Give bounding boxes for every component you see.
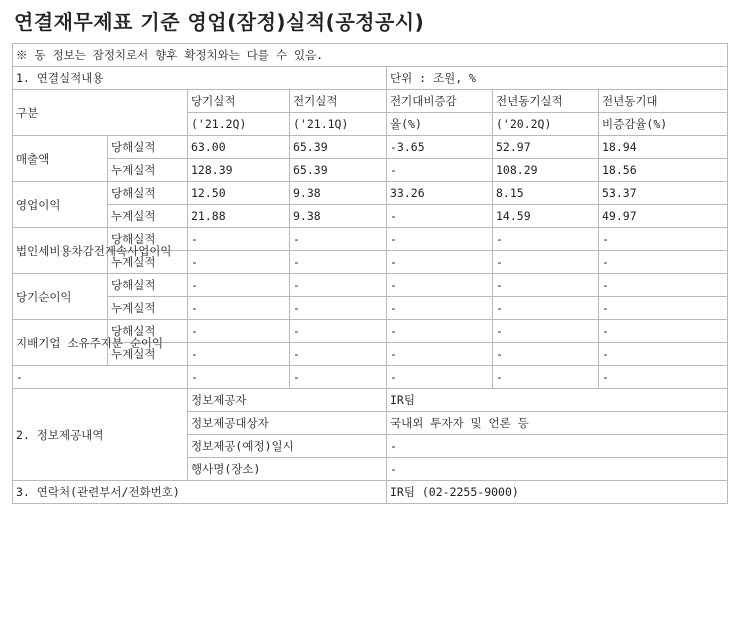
cell-current: 21.88 <box>188 205 290 228</box>
cell-yoy-base: - <box>493 274 599 297</box>
cell-yoy-base: - <box>493 320 599 343</box>
cell-previous: - <box>290 251 387 274</box>
cell-yoy: - <box>599 320 728 343</box>
cell-current: - <box>188 320 290 343</box>
header-yoy-base-period: ('20.2Q) <box>493 113 599 136</box>
section1-row <box>13 67 728 90</box>
header-row-1 <box>13 90 728 113</box>
section2-label: 2. 정보제공내역 <box>13 389 188 481</box>
disclosure-table <box>12 43 728 504</box>
cell-previous: 65.39 <box>290 159 387 182</box>
empty-row <box>13 366 728 389</box>
cell-current: 12.50 <box>188 182 290 205</box>
cell-yoy: 53.37 <box>599 182 728 205</box>
cell-yoy-base: - <box>493 228 599 251</box>
cell-current: - <box>188 228 290 251</box>
section3-label: 3. 연락처(관련부서/전화번호) <box>13 481 387 504</box>
sub-label-cumulative: 누계실적 <box>108 251 188 274</box>
header-previous-period: ('21.1Q) <box>290 113 387 136</box>
cell-qoq: - <box>387 343 493 366</box>
cell-current: - <box>188 297 290 320</box>
cell-yoy: 49.97 <box>599 205 728 228</box>
header-qoq-line1: 전기대비증감 <box>387 90 493 113</box>
sub-label-cumulative: 누계실적 <box>108 343 188 366</box>
cell-previous: 9.38 <box>290 182 387 205</box>
empty-cell: - <box>13 366 188 389</box>
cell-yoy: - <box>599 274 728 297</box>
cell-yoy: - <box>599 297 728 320</box>
header-category: 구분 <box>13 90 188 136</box>
table-row <box>13 136 728 159</box>
header-qoq-line2: 율(%) <box>387 113 493 136</box>
cell-yoy-base: - <box>493 297 599 320</box>
header-current: 당기실적 <box>188 90 290 113</box>
sub-label-quarter: 당해실적 <box>108 182 188 205</box>
notice-row <box>13 44 728 67</box>
info-value: IR팀 <box>387 389 728 412</box>
cell-yoy-base: 52.97 <box>493 136 599 159</box>
row-label-operating-profit: 영업이익 <box>13 182 108 228</box>
cell-current: 63.00 <box>188 136 290 159</box>
cell-current: - <box>188 251 290 274</box>
contact-row <box>13 481 728 504</box>
header-yoy-base: 전년동기실적 <box>493 90 599 113</box>
cell-qoq: - <box>387 228 493 251</box>
empty-cell: - <box>599 366 728 389</box>
cell-qoq: - <box>387 159 493 182</box>
cell-qoq: -3.65 <box>387 136 493 159</box>
cell-qoq: - <box>387 251 493 274</box>
cell-previous: - <box>290 228 387 251</box>
sub-label-quarter: 당해실적 <box>108 136 188 159</box>
sub-label-quarter: 당해실적 <box>108 320 188 343</box>
cell-previous: 65.39 <box>290 136 387 159</box>
empty-cell: - <box>387 366 493 389</box>
cell-yoy: 18.94 <box>599 136 728 159</box>
header-yoy-line2: 비증감율(%) <box>599 113 728 136</box>
cell-qoq: - <box>387 297 493 320</box>
cell-yoy-base: 108.29 <box>493 159 599 182</box>
cell-previous: - <box>290 297 387 320</box>
table-row <box>13 159 728 182</box>
row-label-controlling-net-income: 지배기업 소유주지분 순이익 <box>13 320 108 366</box>
cell-qoq: 33.26 <box>387 182 493 205</box>
table-row <box>13 320 728 343</box>
cell-yoy: - <box>599 251 728 274</box>
table-row <box>13 343 728 366</box>
table-row <box>13 182 728 205</box>
sub-label-cumulative: 누계실적 <box>108 297 188 320</box>
table-row <box>13 251 728 274</box>
empty-cell: - <box>493 366 599 389</box>
info-key: 정보제공대상자 <box>188 412 387 435</box>
empty-cell: - <box>188 366 290 389</box>
info-key: 정보제공자 <box>188 389 387 412</box>
cell-yoy-base: 8.15 <box>493 182 599 205</box>
table-row <box>13 274 728 297</box>
sub-label-quarter: 당해실적 <box>108 274 188 297</box>
unit-label: 단위 : 조원, % <box>387 67 728 90</box>
header-current-period: ('21.2Q) <box>188 113 290 136</box>
row-label-net-income: 당기순이익 <box>13 274 108 320</box>
cell-qoq: - <box>387 205 493 228</box>
header-yoy-line1: 전년동기대 <box>599 90 728 113</box>
cell-current: - <box>188 274 290 297</box>
cell-qoq: - <box>387 320 493 343</box>
notice-text: ※ 동 정보는 잠정치로서 향후 확정치와는 다를 수 있음. <box>13 44 728 67</box>
cell-yoy-base: - <box>493 251 599 274</box>
cell-current: 128.39 <box>188 159 290 182</box>
section1-label: 1. 연결실적내용 <box>13 67 387 90</box>
row-label-pretax-income: 법인세비용차감전계속사업이익 <box>13 228 108 274</box>
cell-yoy: - <box>599 228 728 251</box>
cell-previous: - <box>290 343 387 366</box>
cell-current: - <box>188 343 290 366</box>
sub-label-quarter: 당해실적 <box>108 228 188 251</box>
info-value: 국내외 투자자 및 언론 등 <box>387 412 728 435</box>
info-key: 정보제공(예정)일시 <box>188 435 387 458</box>
row-label-revenue: 매출액 <box>13 136 108 182</box>
cell-yoy: - <box>599 343 728 366</box>
info-row <box>13 389 728 412</box>
contact-value: IR팀 (02-2255-9000) <box>387 481 728 504</box>
table-row <box>13 205 728 228</box>
cell-previous: - <box>290 320 387 343</box>
page-title: 연결재무제표 기준 영업(잠정)실적(공정공시) <box>14 10 425 34</box>
cell-previous: - <box>290 274 387 297</box>
cell-yoy-base: 14.59 <box>493 205 599 228</box>
table-row <box>13 297 728 320</box>
info-key: 행사명(장소) <box>188 458 387 481</box>
cell-qoq: - <box>387 274 493 297</box>
sub-label-cumulative: 누계실적 <box>108 159 188 182</box>
sub-label-cumulative: 누계실적 <box>108 205 188 228</box>
cell-yoy-base: - <box>493 343 599 366</box>
cell-previous: 9.38 <box>290 205 387 228</box>
table-row <box>13 228 728 251</box>
info-value: - <box>387 435 728 458</box>
cell-yoy: 18.56 <box>599 159 728 182</box>
empty-cell: - <box>290 366 387 389</box>
info-value: - <box>387 458 728 481</box>
header-previous: 전기실적 <box>290 90 387 113</box>
